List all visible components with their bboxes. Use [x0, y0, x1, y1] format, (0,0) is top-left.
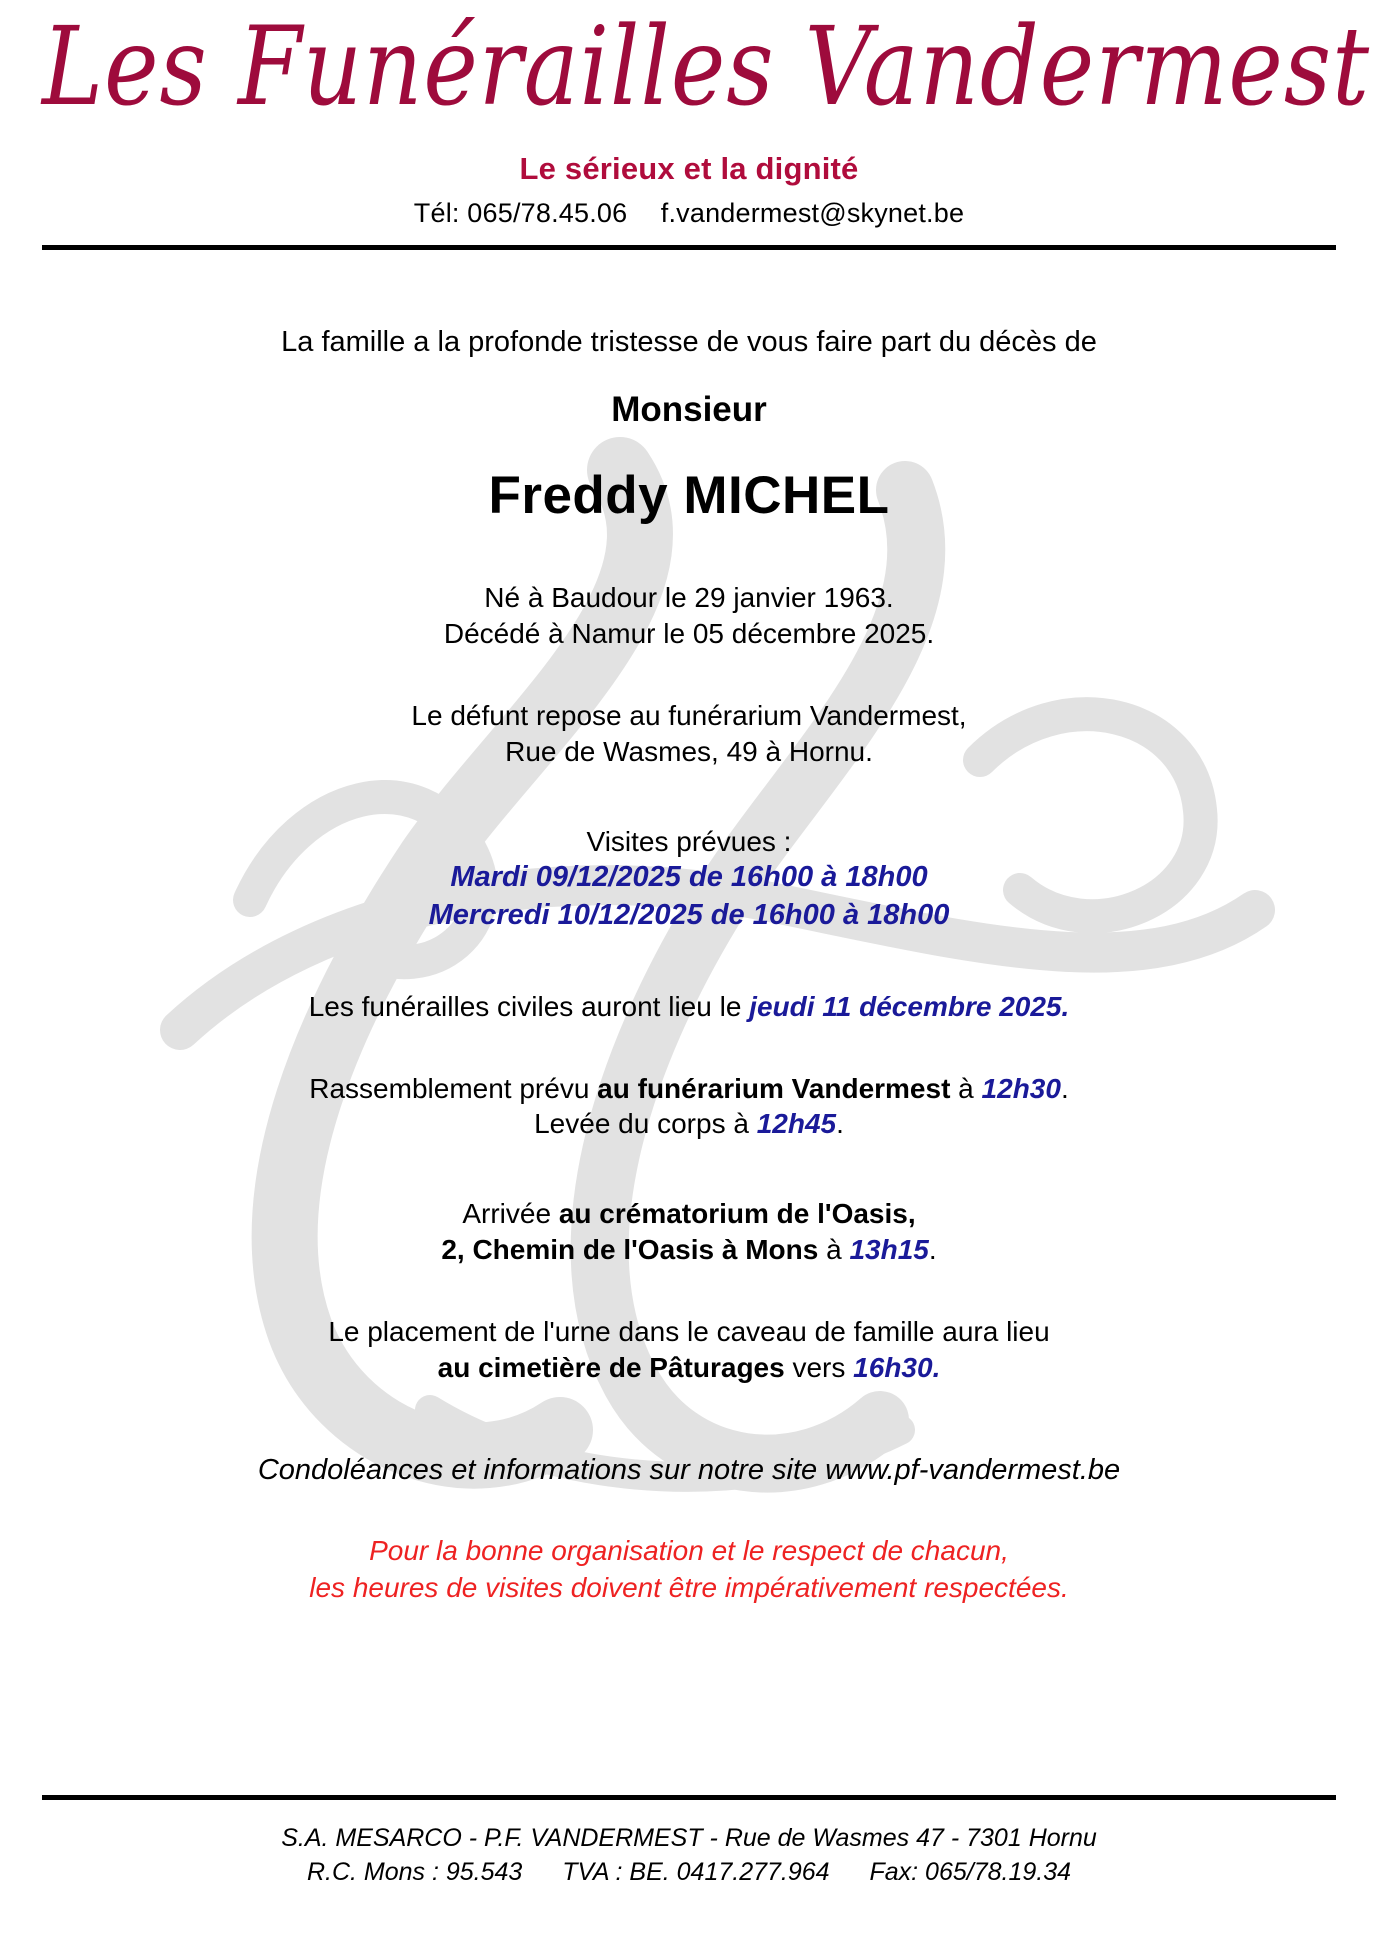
birth-death-block [42, 580, 1336, 652]
urn-line-1: Le placement de l'urne dans le caveau de famille aura lieu [328, 1315, 1050, 1347]
arrival-mid: à [818, 1234, 850, 1266]
urn-mid: vers [784, 1351, 854, 1383]
urn-place: au cimetière de Pâturages [437, 1351, 785, 1383]
gathering-mid: à [950, 1072, 982, 1104]
funeral-prefix: Les funérailles civiles auront lieu le [308, 990, 750, 1022]
visits-label: Visites prévues : [586, 825, 792, 857]
funeral-date-line [42, 989, 1336, 1025]
announcement-body [42, 324, 1336, 1607]
footer-vat: TVA : BE. 0417.277.964 [562, 1857, 830, 1886]
footer-legal-line [42, 1856, 1336, 1890]
gathering-suffix: . [1060, 1072, 1069, 1104]
visit-slot-1: Mardi 09/12/2025 de 16h00 à 18h00 [450, 861, 928, 894]
visit-hours-warning [42, 1533, 1336, 1607]
lifting-time: 12h45 [756, 1108, 837, 1140]
lifting-prefix: Levée du corps à [534, 1108, 757, 1140]
visits-block [42, 824, 1336, 935]
repose-line-2: Rue de Wasmes, 49 à Hornu. [505, 735, 873, 767]
arrival-place: au crématorium de l'Oasis, [558, 1198, 916, 1230]
warning-line-2: les heures de visites doivent être impérativement respectées. [309, 1572, 1069, 1604]
footer-fax: Fax: 065/78.19.34 [869, 1857, 1072, 1886]
announcement-lede: La famille a la profonde tristesse de vous faire part du décès de [281, 326, 1097, 359]
arrival-block [42, 1196, 1336, 1268]
arrival-time: 13h15 [849, 1234, 929, 1266]
deceased-name: Freddy MICHEL [488, 466, 890, 526]
gathering-prefix: Rassemblement prévu [309, 1072, 598, 1104]
footer-divider [42, 1795, 1336, 1800]
visit-slot-2: Mercredi 10/12/2025 de 16h00 à 18h00 [428, 899, 950, 932]
funeral-date: jeudi 11 décembre 2025. [749, 990, 1070, 1022]
email-address: f.vandermest@skynet.be [660, 198, 965, 229]
contact-line [42, 198, 1336, 229]
urn-time: 16h30. [853, 1351, 941, 1383]
footer-company-line: S.A. MESARCO - P.F. VANDERMEST - Rue de Wasmes 47 - 7301 Hornu [281, 1824, 1097, 1852]
gathering-block [42, 1071, 1336, 1143]
warning-line-1: Pour la bonne organisation et le respect de chacun, [369, 1535, 1009, 1567]
death-line: Décédé à Namur le 05 décembre 2025. [443, 618, 935, 650]
phone-number: Tél: 065/78.45.06 [413, 198, 628, 229]
deceased-civility: Monsieur [611, 390, 767, 430]
gathering-place: au funérarium Vandermest [597, 1072, 951, 1104]
arrival-address: 2, Chemin de l'Oasis à Mons [441, 1234, 819, 1266]
repose-block [42, 698, 1336, 770]
arrival-suffix: . [928, 1234, 937, 1266]
lifting-suffix: . [836, 1108, 844, 1140]
header-divider [42, 245, 1336, 250]
urn-block [42, 1314, 1336, 1386]
company-tagline: Le sérieux et la dignité [519, 151, 859, 187]
company-title: Les Funérailles Vandermest [42, 3, 1371, 130]
masthead [42, 0, 1371, 229]
footer [42, 1822, 1336, 1890]
repose-line-1: Le défunt repose au funérarium Vandermest, [411, 699, 967, 731]
arrival-prefix: Arrivée [462, 1198, 559, 1230]
gathering-time: 12h30 [981, 1072, 1061, 1104]
website-note: Condoléances et informations sur notre site www.pf-vandermest.be [257, 1453, 1121, 1486]
footer-registration: R.C. Mons : 95.543 [306, 1857, 523, 1886]
birth-line: Né à Baudour le 29 janvier 1963. [484, 582, 894, 614]
